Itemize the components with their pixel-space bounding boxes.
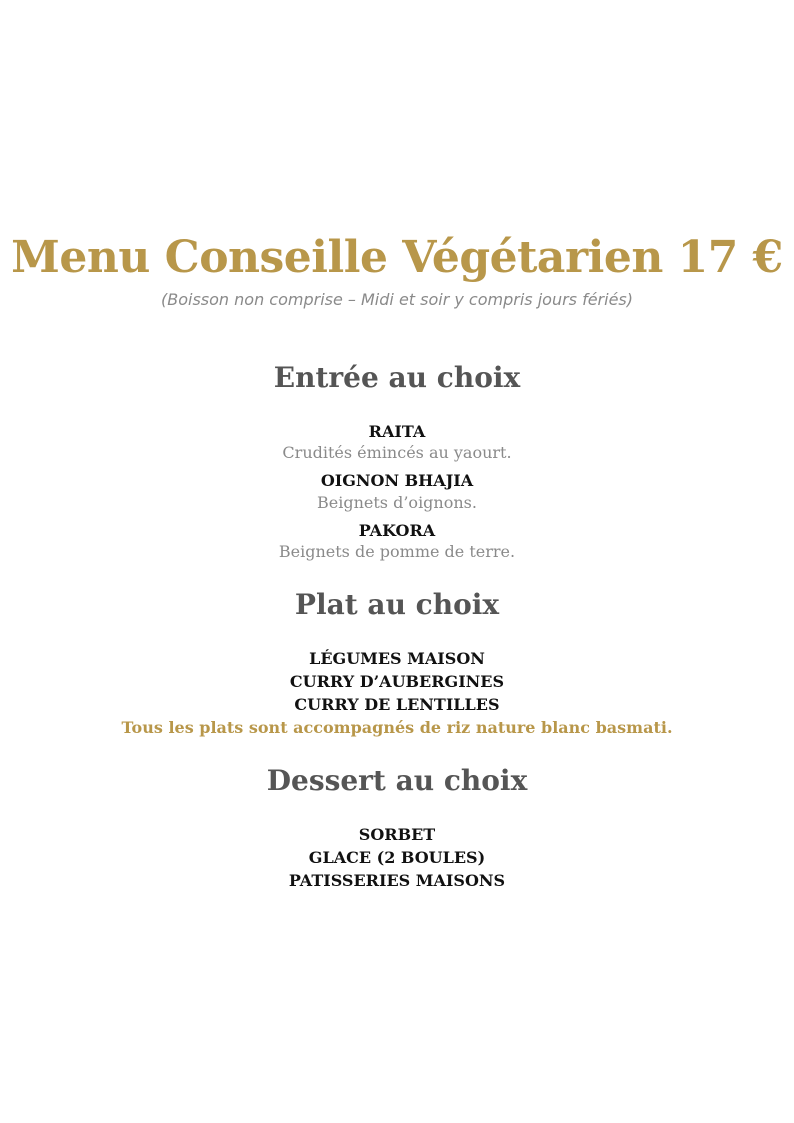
item-name-oignon-bhajia: OIGNON BHAJIA — [320, 471, 474, 490]
item-description-pakora: Beignets de pomme de terre. — [278, 542, 516, 561]
item-name-pakora: PAKORA — [358, 521, 436, 540]
section-heading-dessert: Dessert au choix — [266, 764, 528, 797]
section-heading-plat: Plat au choix — [294, 588, 500, 621]
item-name-glace: GLACE (2 BOULES) — [308, 848, 486, 867]
item-name-raita: RAITA — [368, 422, 426, 441]
item-description-oignon-bhajia: Beignets d’oignons. — [317, 493, 477, 512]
item-name-curry-aubergines: CURRY D’AUBERGINES — [289, 672, 505, 691]
item-name-patisseries: PATISSERIES MAISONS — [288, 871, 506, 890]
item-name-sorbet: SORBET — [358, 825, 436, 844]
menu-title: Menu Conseille Végétarien 17 € — [11, 232, 783, 283]
item-name-legumes-maison: LÉGUMES MAISON — [309, 649, 485, 668]
plat-accompaniment-note: Tous les plats sont accompagnés de riz nature blanc basmati. — [121, 718, 673, 737]
item-name-curry-lentilles: CURRY DE LENTILLES — [294, 695, 500, 714]
section-heading-entree: Entrée au choix — [273, 361, 521, 394]
menu-subtitle: (Boisson non comprise – Midi et soir y compris jours fériés) — [161, 290, 633, 309]
item-description-raita: Crudités émincés au yaourt. — [282, 443, 512, 462]
